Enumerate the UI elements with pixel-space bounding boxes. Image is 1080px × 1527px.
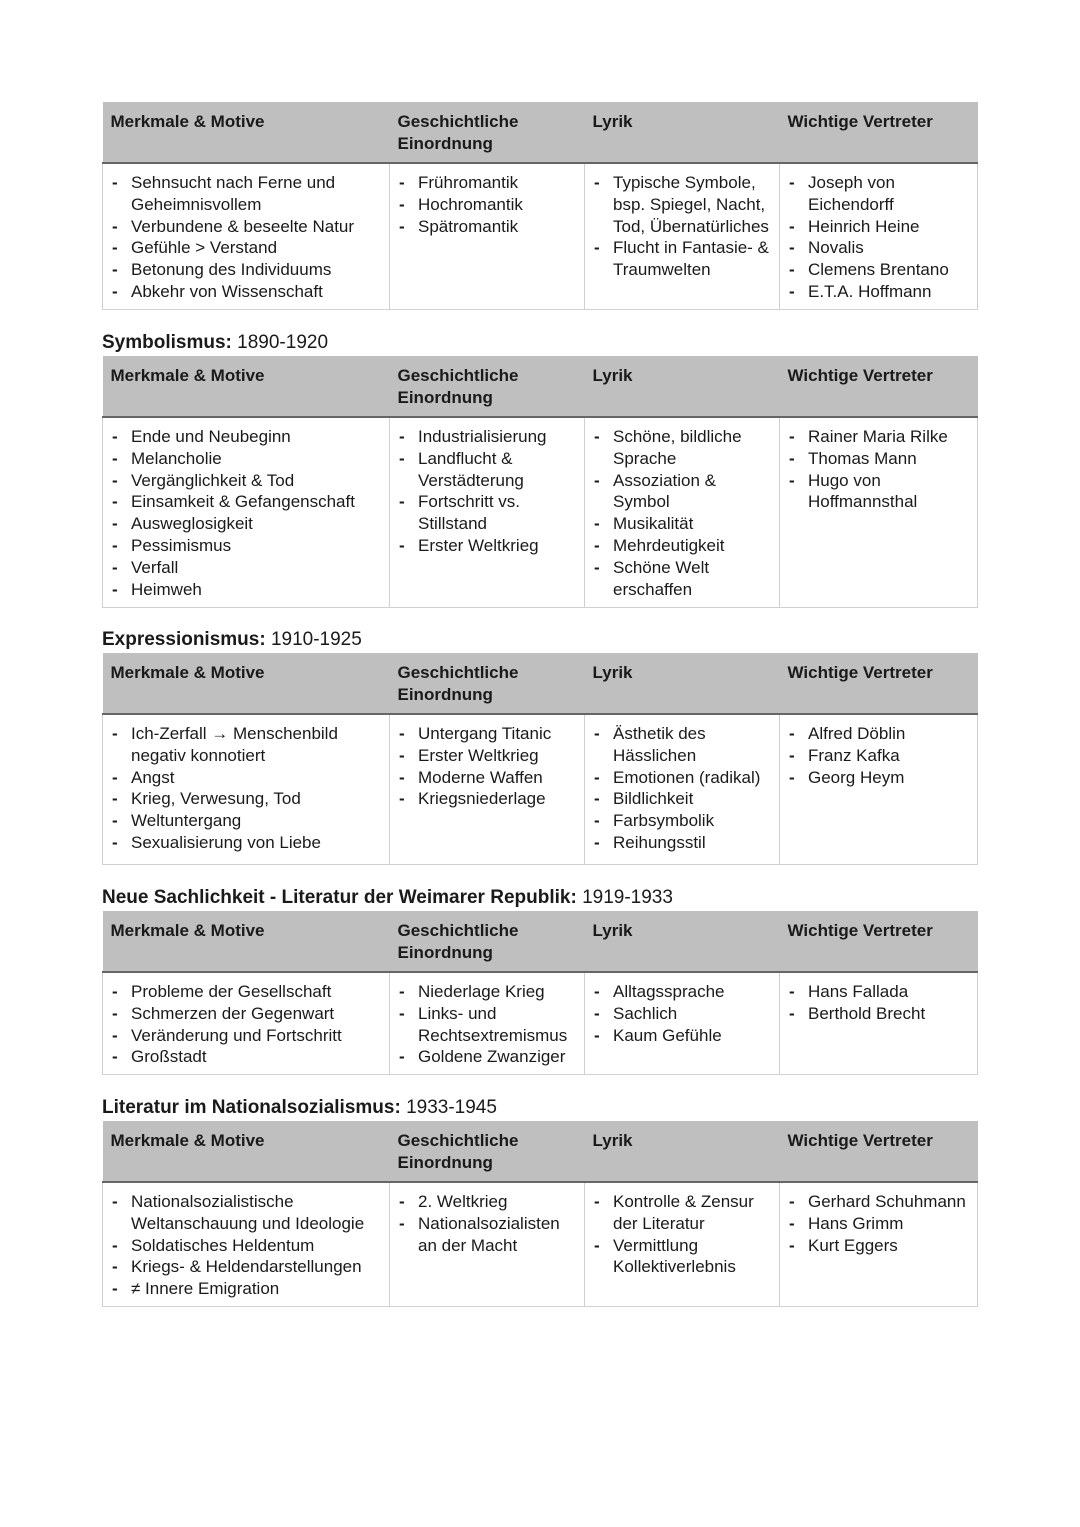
epoch-title (102, 332, 977, 356)
list-item: - Hans Grimm (788, 1213, 971, 1235)
list-item: - Niederlage Krieg (398, 981, 578, 1003)
column-header: Lyrik (585, 356, 780, 417)
list-item: - Ich-Zerfall → Menschenbild negativ konnotiert (111, 723, 383, 767)
list-item: - Nationalsozialisten an der Macht (398, 1213, 578, 1257)
list-item: - Spätromantik (398, 216, 578, 238)
epoch-section (102, 332, 977, 608)
merkmale-cell (103, 972, 390, 1074)
list-item: - Hochromantik (398, 194, 578, 216)
merkmale-cell (103, 1182, 390, 1306)
list-item: - Berthold Brecht (788, 1003, 971, 1025)
column-header: Geschichtliche Einordnung (390, 911, 585, 972)
list-item: - Sexualisierung von Liebe (111, 832, 383, 854)
vertreter-cell (780, 972, 978, 1074)
geschichte-cell (390, 714, 585, 864)
column-header: Merkmale & Motive (103, 653, 390, 714)
list-item: - Kurt Eggers (788, 1235, 971, 1257)
bullet-list (593, 172, 773, 281)
bullet-list (398, 172, 578, 237)
list-item: - Pessimismus (111, 535, 383, 557)
bullet-list (111, 172, 383, 303)
epoch-name: Symbolismus: (102, 332, 232, 353)
list-item: - Verfall (111, 557, 383, 579)
epoch-table (102, 1121, 978, 1307)
epoch-name: Expressionismus: (102, 629, 266, 650)
vertreter-cell (780, 417, 978, 607)
lyrik-cell (585, 972, 780, 1074)
epoch-title (102, 629, 977, 653)
merkmale-cell (103, 163, 390, 309)
list-item: - Probleme der Gesellschaft (111, 981, 383, 1003)
bullet-list (398, 426, 578, 557)
list-item: - Gefühle > Verstand (111, 237, 383, 259)
column-header: Wichtige Vertreter (780, 1121, 978, 1182)
epoch-name: Literatur im Nationalsozialismus: (102, 1097, 401, 1118)
list-item: - Heimweh (111, 579, 383, 601)
list-item: - Vermittlung Kollektiverlebnis (593, 1235, 773, 1279)
list-item: - Sehnsucht nach Ferne und Geheimnisvollem (111, 172, 383, 216)
column-header: Wichtige Vertreter (780, 356, 978, 417)
list-item: - Gerhard Schuhmann (788, 1191, 971, 1213)
list-item: - Ende und Neubeginn (111, 426, 383, 448)
epoch-section (102, 1097, 977, 1307)
column-header: Merkmale & Motive (103, 356, 390, 417)
list-item: - ≠ Innere Emigration (111, 1278, 383, 1300)
list-item: - Erster Weltkrieg (398, 535, 578, 557)
column-header: Lyrik (585, 653, 780, 714)
list-item: - Weltuntergang (111, 810, 383, 832)
list-item: - Großstadt (111, 1046, 383, 1068)
list-item: - 2. Weltkrieg (398, 1191, 578, 1213)
list-item: - Farbsymbolik (593, 810, 773, 832)
epoch-section (102, 887, 977, 1075)
list-item: - Industrialisierung (398, 426, 578, 448)
bullet-list (111, 723, 383, 854)
list-item: - Emotionen (radikal) (593, 767, 773, 789)
list-item: - Nationalsozialistische Weltanschauung und Ideologie (111, 1191, 383, 1235)
bullet-list (398, 981, 578, 1068)
epoch-period: 1933-1945 (400, 1097, 497, 1118)
list-item: - Verbundene & beseelte Natur (111, 216, 383, 238)
bullet-list (788, 172, 971, 303)
column-header: Lyrik (585, 102, 780, 163)
epoch-table (102, 356, 978, 608)
vertreter-cell (780, 163, 978, 309)
geschichte-cell (390, 1182, 585, 1306)
lyrik-cell (585, 163, 780, 309)
epoch-table (102, 102, 978, 310)
bullet-list (398, 723, 578, 810)
merkmale-cell (103, 417, 390, 607)
list-item: - Hans Fallada (788, 981, 971, 1003)
list-item: - Krieg, Verwesung, Tod (111, 788, 383, 810)
epoch-section (102, 102, 977, 310)
list-item: - Clemens Brentano (788, 259, 971, 281)
epoch-period: 1919-1933 (576, 887, 673, 908)
list-item: - Angst (111, 767, 383, 789)
table-row (103, 417, 978, 607)
list-item: - Veränderung und Fortschritt (111, 1025, 383, 1047)
list-item: - Schöne, bildliche Sprache (593, 426, 773, 470)
lyrik-cell (585, 1182, 780, 1306)
bullet-list (398, 1191, 578, 1256)
list-item: - Novalis (788, 237, 971, 259)
list-item: - Reihungsstil (593, 832, 773, 854)
list-item: - Schmerzen der Gegenwart (111, 1003, 383, 1025)
table-row (103, 972, 978, 1074)
bullet-list (593, 723, 773, 854)
column-header: Geschichtliche Einordnung (390, 356, 585, 417)
list-item: - Kriegs- & Heldendarstellungen (111, 1256, 383, 1278)
column-header: Geschichtliche Einordnung (390, 102, 585, 163)
epoch-title (102, 887, 977, 911)
list-item: - Typische Symbole, bsp. Spiegel, Nacht, Tod, Übernatürliches (593, 172, 773, 237)
list-item: - Joseph von Eichendorff (788, 172, 971, 216)
geschichte-cell (390, 163, 585, 309)
column-header: Merkmale & Motive (103, 1121, 390, 1182)
list-item: - Rainer Maria Rilke (788, 426, 971, 448)
list-item: - Links- und Rechtsextremismus (398, 1003, 578, 1047)
epoch-period: 1910-1925 (265, 629, 362, 650)
epoch-name: Neue Sachlichkeit - Literatur der Weimarer Republik: (102, 887, 577, 908)
list-item: - Bildlichkeit (593, 788, 773, 810)
table-row (103, 1182, 978, 1306)
bullet-list (788, 723, 971, 788)
list-item: - Landflucht & Verstädterung (398, 448, 578, 492)
list-item: - Erster Weltkrieg (398, 745, 578, 767)
list-item: - Frühromantik (398, 172, 578, 194)
column-header: Lyrik (585, 1121, 780, 1182)
list-item: - Sachlich (593, 1003, 773, 1025)
column-header: Lyrik (585, 911, 780, 972)
list-item: - Franz Kafka (788, 745, 971, 767)
bullet-list (593, 981, 773, 1046)
epoch-table (102, 653, 978, 865)
list-item: - Fortschritt vs. Stillstand (398, 491, 578, 535)
column-header: Merkmale & Motive (103, 911, 390, 972)
list-item: - Goldene Zwanziger (398, 1046, 578, 1068)
bullet-list (111, 1191, 383, 1300)
list-item: - Flucht in Fantasie- & Traumwelten (593, 237, 773, 281)
list-item: - Einsamkeit & Gefangenschaft (111, 491, 383, 513)
list-item: - Assoziation & Symbol (593, 470, 773, 514)
list-item: - Heinrich Heine (788, 216, 971, 238)
lyrik-cell (585, 714, 780, 864)
column-header: Wichtige Vertreter (780, 102, 978, 163)
epoch-section (102, 629, 977, 865)
bullet-list (593, 1191, 773, 1278)
epoch-table (102, 911, 978, 1075)
list-item: - Thomas Mann (788, 448, 971, 470)
list-item: - Melancholie (111, 448, 383, 470)
list-item: - Kaum Gefühle (593, 1025, 773, 1047)
epoch-title (102, 1097, 977, 1121)
list-item: - Hugo von Hoffmannsthal (788, 470, 971, 514)
column-header: Merkmale & Motive (103, 102, 390, 163)
lyrik-cell (585, 417, 780, 607)
bullet-list (111, 981, 383, 1068)
list-item: - Musikalität (593, 513, 773, 535)
list-item: - E.T.A. Hoffmann (788, 281, 971, 303)
vertreter-cell (780, 1182, 978, 1306)
table-row (103, 163, 978, 309)
column-header: Wichtige Vertreter (780, 911, 978, 972)
bullet-list (788, 1191, 971, 1256)
list-item: - Mehrdeutigkeit (593, 535, 773, 557)
geschichte-cell (390, 417, 585, 607)
list-item: - Soldatisches Heldentum (111, 1235, 383, 1257)
geschichte-cell (390, 972, 585, 1074)
list-item: - Vergänglichkeit & Tod (111, 470, 383, 492)
bullet-list (788, 426, 971, 513)
list-item: - Abkehr von Wissenschaft (111, 281, 383, 303)
list-item: - Georg Heym (788, 767, 971, 789)
merkmale-cell (103, 714, 390, 864)
list-item: - Schöne Welt erschaffen (593, 557, 773, 601)
list-item: - Untergang Titanic (398, 723, 578, 745)
column-header: Geschichtliche Einordnung (390, 653, 585, 714)
bullet-list (111, 426, 383, 600)
vertreter-cell (780, 714, 978, 864)
list-item: - Ausweglosigkeit (111, 513, 383, 535)
bullet-list (788, 981, 971, 1025)
list-item: - Moderne Waffen (398, 767, 578, 789)
list-item: - Kriegsniederlage (398, 788, 578, 810)
list-item: - Kontrolle & Zensur der Literatur (593, 1191, 773, 1235)
list-item: - Alfred Döblin (788, 723, 971, 745)
list-item: - Ästhetik des Hässlichen (593, 723, 773, 767)
list-item: - Betonung des Individuums (111, 259, 383, 281)
table-row (103, 714, 978, 864)
epoch-period: 1890-1920 (231, 332, 329, 353)
list-item: - Alltagssprache (593, 981, 773, 1003)
bullet-list (593, 426, 773, 600)
column-header: Geschichtliche Einordnung (390, 1121, 585, 1182)
column-header: Wichtige Vertreter (780, 653, 978, 714)
